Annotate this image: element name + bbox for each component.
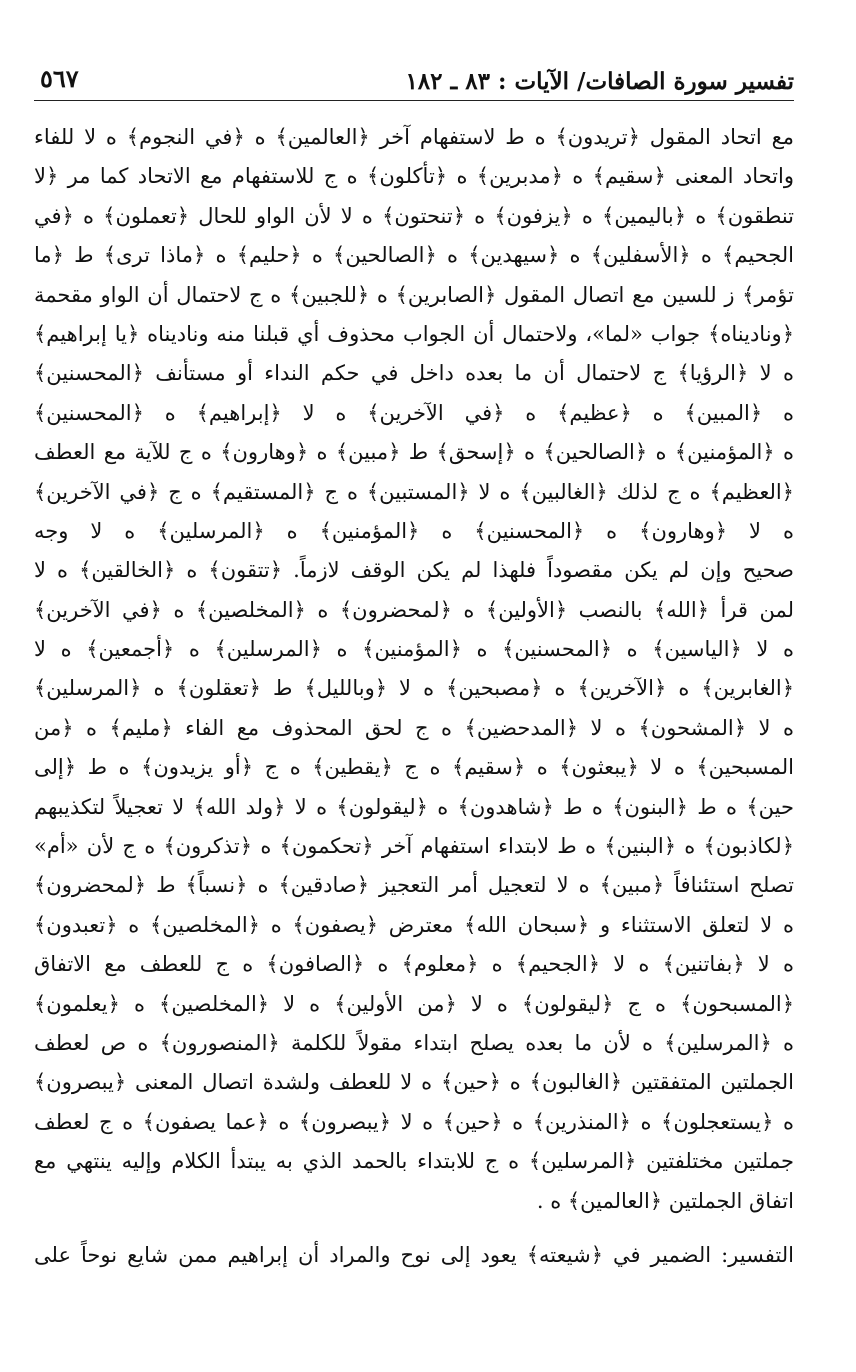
- text-line: ه ﴿المبين﴾ ه ﴿عظيم﴾ ه ﴿في الآخرين﴾ ه لا ﴿إبراهيم﴾ ه ﴿المحسنين﴾: [34, 400, 794, 425]
- text-line-last: اتفاق الجملتين ﴿العالمين﴾ ه .: [536, 1188, 794, 1213]
- text-line: ﴿وناديناه﴾ جواب «لما»، ولاحتمال أن الجواب محذوف أي قبلنا منه وناديناه ﴿يا إبراهيم﴾: [34, 321, 794, 346]
- text-line: ﴿العظيم﴾ ه ج لذلك ﴿الغالبين﴾ ه لا ﴿المستبين﴾ ه ج ﴿المستقيم﴾ ه ج ﴿في الآخرين﴾: [34, 479, 794, 504]
- page-number: ٥٦٧: [40, 64, 79, 93]
- text-line: تنطقون﴾ ه ﴿باليمين﴾ ه ﴿يزفون﴾ ه ﴿تنحتون﴾ ه لا لأن الواو للحال ﴿تعملون﴾ ه ﴿في: [34, 203, 794, 228]
- page-header: [34, 60, 794, 101]
- text-line: ه لا لتعلق الاستثناء و ﴿سبحان الله﴾ معترض ﴿يصفون﴾ ه ﴿المخلصين﴾ ه ﴿تعبدون﴾: [34, 912, 794, 937]
- text-line: ه لا ﴿وهارون﴾ ه ﴿المحسنين﴾ ه ﴿المؤمنين﴾ ه ﴿المرسلين﴾ ه لا وجه: [34, 518, 794, 543]
- text-line: مع اتحاد المقول ﴿تريدون﴾ ه ط لاستفهام آخر ﴿العالمين﴾ ه ﴿في النجوم﴾ ه لا للفاء: [34, 125, 794, 149]
- text-line: حين﴾ ه ط ﴿البنون﴾ ه ط ﴿شاهدون﴾ ه ﴿ليقولون﴾ ه لا ﴿ولد الله﴾ لا تعجيلاً لتكذيبهم: [34, 794, 794, 819]
- text-line: ه لا ﴿الرؤيا﴾ ج لاحتمال أن ما بعده داخل في حكم النداء أو مستأنف ﴿المحسنين﴾: [34, 361, 794, 386]
- body-text: [34, 118, 794, 1275]
- text-line: ﴿الغابرين﴾ ه ﴿الآخرين﴾ ه ﴿مصبحين﴾ ه لا ﴿وبالليل﴾ ط ﴿تعقلون﴾ ه ﴿المرسلين﴾: [34, 676, 794, 701]
- running-title: تفسير سورة الصافات/ الآيات : ٨٣ ـ ١٨٢: [405, 68, 794, 95]
- text-line: ه ﴿يستعجلون﴾ ه ﴿المنذرين﴾ ه ﴿حين﴾ ه لا ﴿يبصرون﴾ ه ﴿عما يصفون﴾ ه ج لعطف: [34, 1109, 794, 1134]
- text-line: واتحاد المعنى ﴿سقيم﴾ ه ﴿مدبرين﴾ ه ﴿تأكلون﴾ ه ج للاستفهام مع الاتحاد كما مر ﴿لا: [34, 164, 794, 189]
- text-line: تؤمر﴾ ز للسين مع اتصال المقول ﴿الصابرين﴾ ه ﴿للجبين﴾ ه ج لاحتمال أن الواو مقحمة: [34, 282, 794, 307]
- text-line: ه لا ﴿المشحون﴾ ه لا ﴿المدحضين﴾ ه ج لحق المحذوف مع الفاء ﴿مليم﴾ ه ﴿من: [34, 715, 794, 740]
- text-line: ه لا ﴿الياسين﴾ ه ﴿المحسنين﴾ ه ﴿المؤمنين﴾ ه ﴿المرسلين﴾ ه ﴿أجمعين﴾ ه لا: [34, 637, 794, 662]
- text-line: ه ﴿المؤمنين﴾ ه ﴿الصالحين﴾ ه ﴿إسحق﴾ ط ﴿مبين﴾ ه ﴿وهارون﴾ ه ج للآية مع العطف: [34, 440, 794, 465]
- text-line: ﴿المسبحون﴾ ه ج ﴿ليقولون﴾ ه لا ﴿من الأولين﴾ ه لا ﴿المخلصين﴾ ه ﴿يعلمون﴾: [34, 991, 794, 1016]
- text-line: صحيح وإن لم يكن مقصوداً فلهذا لم يكن الوقف لازماً. ﴿تتقون﴾ ه ﴿الخالقين﴾ ه لا: [34, 558, 794, 583]
- paragraph-gap: [34, 1221, 794, 1235]
- text-line: ﴿لكاذبون﴾ ه ﴿البنين﴾ ه ط لابتداء استفهام آخر ﴿تحكمون﴾ ه ﴿تذكرون﴾ ه ج لأن «أم»: [34, 834, 794, 859]
- text-line: ه ﴿المرسلين﴾ ه لأن ما بعده يصلح ابتداء مقولاً للكلمة ﴿المنصورون﴾ ه ص لعطف: [34, 1030, 794, 1055]
- text-line: ه لا ﴿بفاتنين﴾ ه لا ﴿الجحيم﴾ ه ﴿معلوم﴾ ه ﴿الصافون﴾ ه ج للعطف مع الاتفاق: [34, 952, 794, 977]
- text-line: الجملتين المتفقتين ﴿الغالبون﴾ ه ﴿حين﴾ ه لا للعطف ولشدة اتصال المعنى ﴿يبصرون﴾: [34, 1070, 794, 1095]
- text-line: المسبحين﴾ ه لا ﴿يبعثون﴾ ه ﴿سقيم﴾ ه ج ﴿يقطين﴾ ه ج ﴿أو يزيدون﴾ ه ط ﴿إلى: [34, 755, 794, 780]
- text-line: لمن قرأ ﴿الله﴾ بالنصب ﴿الأولين﴾ ه ﴿لمحضرون﴾ ه ﴿المخلصين﴾ ه ﴿في الآخرين﴾: [34, 597, 794, 622]
- text-line: تصلح استئنافاً ﴿مبين﴾ ه لا لتعجيل أمر التعجيز ﴿صادقين﴾ ه ﴿نسباً﴾ ط ﴿لمحضرون﴾: [34, 873, 794, 898]
- text-line: جملتين مختلفتين ﴿المرسلين﴾ ه ج للابتداء بالحمد الذي به يبتدأ الكلام وإليه ينتهي مع: [34, 1149, 794, 1174]
- tafsir-line: التفسير: الضمير في ﴿شيعته﴾ يعود إلى نوح والمراد أن إبراهيم ممن شايع نوحاً على: [34, 1242, 794, 1267]
- text-line: الجحيم﴾ ه ﴿الأسفلين﴾ ه ﴿سيهدين﴾ ه ﴿الصالحين﴾ ه ﴿حليم﴾ ه ﴿ماذا ترى﴾ ط ﴿ما: [34, 243, 794, 268]
